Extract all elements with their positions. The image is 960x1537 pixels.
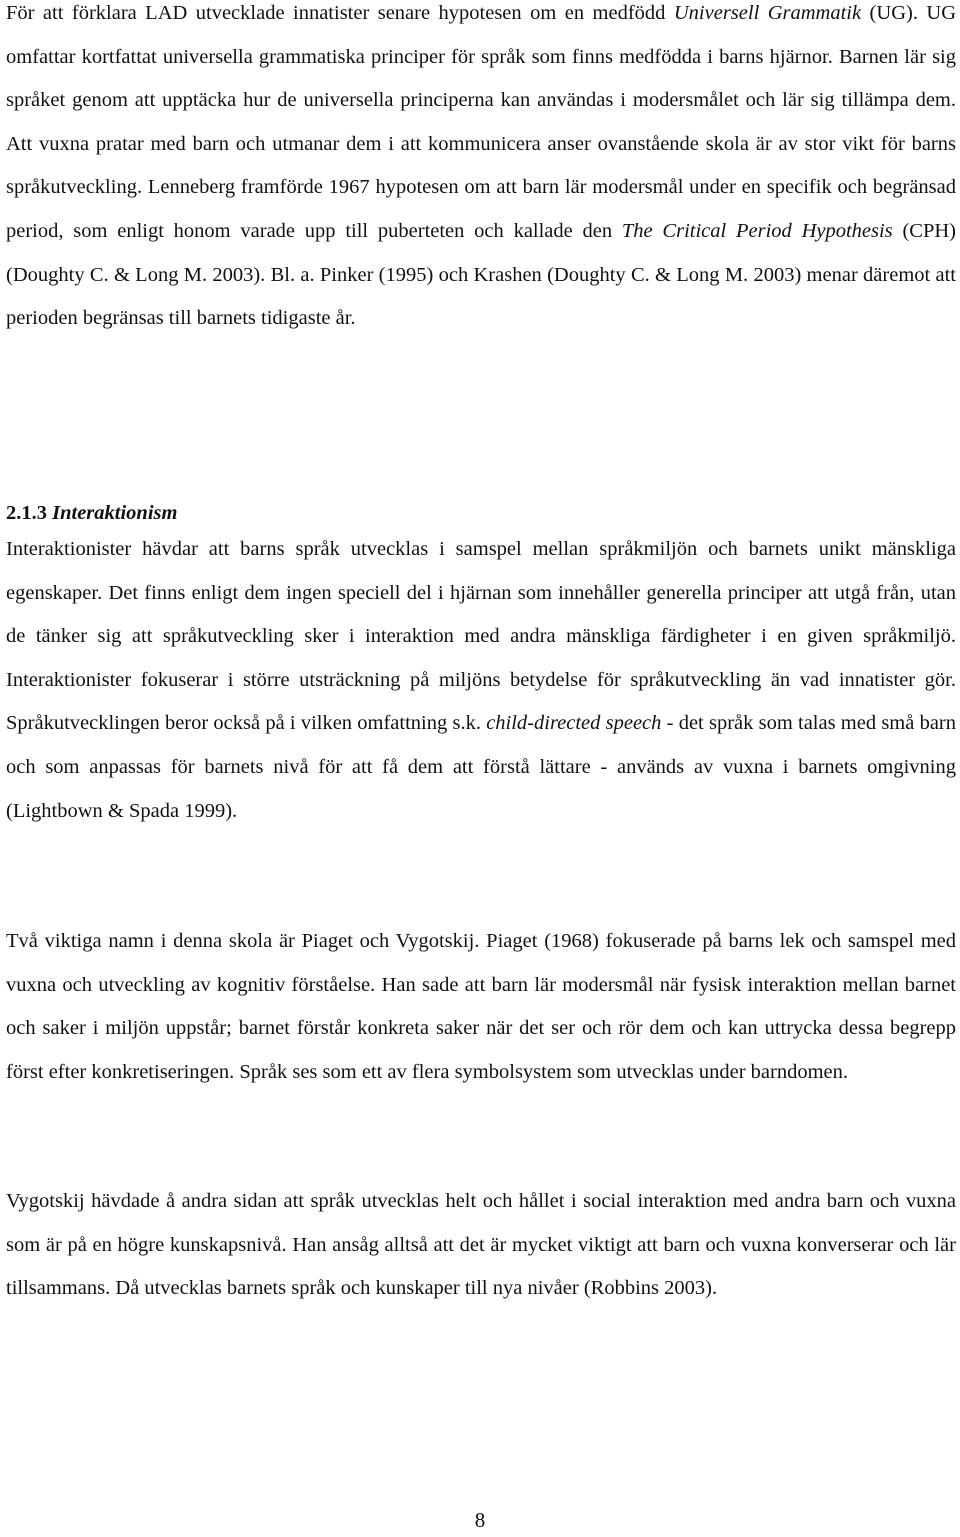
italic-term: The Critical Period Hypothesis [621,219,893,242]
paragraph-vygotskij: Vygotskij hävdade å andra sidan att språk utvecklas helt och hållet i social interaktion med andra barn och vuxna som är på en högre kunskapsnivå. Han ansåg alltså att det är mycket viktigt att barn och vuxna konverserar och lär tillsammans. Då utvecklas barnets språk och kunskaper till nya nivåer (Robbins 2003). [6,1190,956,1300]
paragraph-ug-cph [6,0,956,341]
paragraph-piaget: Två viktiga namn i denna skola är Piaget och Vygotskij. Piaget (1968) fokuserade på barns lek och samspel med vuxna och utveckling av kognitiv förståelse. Han sade att barn lär modersmål när fysisk interaktion mellan barnet och saker i miljön uppstår; barnet förstår konkreta saker när det ser och rör dem och kan uttrycka dessa begrepp först efter konkretiseringen. Språk ses som ett av flera symbolsystem som utvecklas under barndomen. [6,930,956,1083]
italic-term: child-directed speech [486,712,662,735]
paragraph-text: - det språk som talas med små barn och som anpassas för barnets nivå för att få dem att förstå lättare - används av vuxna i barnets omgivning (Lightbown & Spada 1999). [6,712,957,822]
section-title: Interaktionism [52,502,178,524]
paragraph-interaktionism [6,528,956,833]
paragraph-text: (CPH) (Doughty C. & Long M. 2003). Bl. a. Pinker (1995) och Krashen (Doughty C. & Long M. 2003) menar däremot att perioden begränsas till barnets tidigaste år. [6,219,956,330]
paragraph-text: Interaktionister hävdar att barns språk utvecklas i samspel mellan språkmiljön och barnets unikt mänskliga egenskaper. Det finns enligt dem ingen speciell del i hjärnan som innehåller generella principer att utgå från, utan de tänker sig att språkutveckling sker i interaktion med andra mänskliga färdigheter i en given språkmiljö. Interaktionister fokuserar i större utsträckning på miljöns betydelse för språkutveckling än vad innatister gör. Språkutvecklingen beror också på i vilken omfattning s.k. [6,538,956,735]
page-number: 8 [474,1508,486,1532]
section-number: 2.1.3 [6,502,47,524]
italic-term: Universell Grammatik [673,2,862,24]
paragraph-text: För att förklara LAD utvecklade innatister senare hypotesen om en medfödd [6,2,674,24]
paragraph-text: (UG). UG omfattar kortfattat universella grammatiska principer för språk som finns medfödda i barns hjärnor. Barnen lär sig språket genom att upptäcka hur de universella principerna kan användas i modersmålet och lär sig tillämpa dem. Att vuxna pratar med barn och utmanar dem i att kommunicera anser ovanstående skola är av stor vikt för barns språkutveckling. Lenneberg framförde 1967 hypotesen om att barn lär modersmål under en specifik och begränsad period, som enligt honom varade upp till puberteten och kallade den [6,2,957,242]
